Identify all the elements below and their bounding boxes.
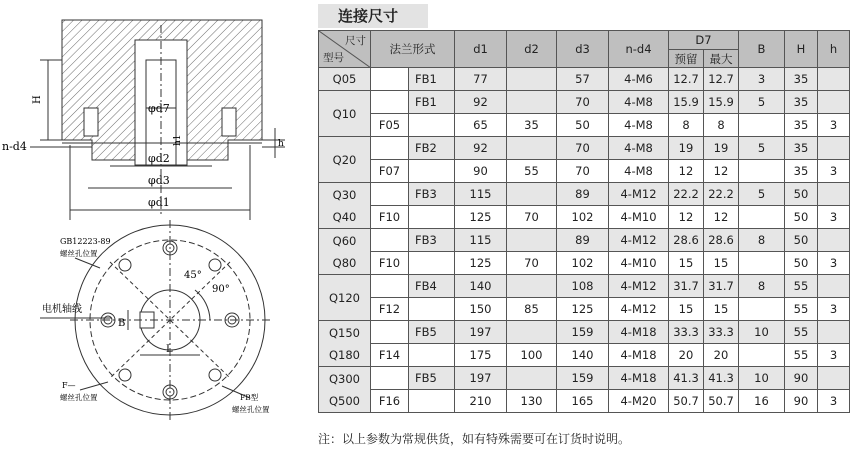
cell-h: 55	[785, 344, 818, 367]
flange-f-cell	[371, 137, 409, 160]
cell-b: 8	[739, 229, 785, 252]
cell-d2: 85	[507, 298, 557, 321]
model-name: Q30	[332, 187, 357, 202]
cell-b: 3	[739, 68, 785, 91]
cell-h: 3	[818, 390, 850, 413]
model-cell	[319, 137, 371, 183]
model-name: Q40	[332, 209, 357, 224]
cell-d2	[507, 183, 557, 206]
label-h1: h1	[173, 134, 183, 146]
cell-d7b: 50.7	[704, 390, 739, 413]
cell-h: 50	[785, 183, 818, 206]
cell-d1: 125	[455, 206, 507, 229]
cell-d7a: 33.3	[669, 321, 704, 344]
cell-d7a: 22.2	[669, 183, 704, 206]
cell-h	[818, 229, 850, 252]
cell-d1: 90	[455, 160, 507, 183]
cell-h: 3	[818, 298, 850, 321]
label-f-hole: 螺丝孔位置	[60, 393, 98, 402]
header-nd4: n-d4	[609, 31, 669, 68]
flange-fb-cell: FB5	[409, 321, 455, 344]
flange-fb-cell	[409, 298, 455, 321]
table-row	[319, 367, 850, 390]
label-fb: FB型	[240, 393, 259, 402]
spec-table-body	[319, 68, 850, 413]
flange-f-cell	[371, 275, 409, 298]
flange-f-cell: F05	[371, 114, 409, 137]
cell-h	[818, 183, 850, 206]
cell-b: 5	[739, 91, 785, 114]
label-d1: φd1	[148, 196, 170, 209]
flange-f-cell: F14	[371, 344, 409, 367]
cell-d7a: 12	[669, 206, 704, 229]
cell-h: 3	[818, 206, 850, 229]
header-d7-max: 最大	[704, 50, 739, 68]
cell-d3: 159	[557, 321, 609, 344]
model-cell	[319, 183, 371, 229]
table-row	[319, 68, 850, 91]
model-name: Q80	[332, 255, 357, 270]
cell-d1: 65	[455, 114, 507, 137]
flange-f-cell	[371, 91, 409, 114]
cell-d7a: 15.9	[669, 91, 704, 114]
cell-h	[818, 321, 850, 344]
label-fb-hole: 螺丝孔位置	[232, 405, 270, 414]
cell-b	[739, 344, 785, 367]
model-cell	[319, 275, 371, 321]
label-45: 45°	[184, 270, 202, 281]
table-row	[319, 206, 850, 229]
flange-fb-cell: FB5	[409, 367, 455, 390]
cell-d3: 125	[557, 298, 609, 321]
flange-f-cell: F07	[371, 160, 409, 183]
model-name: Q05	[332, 72, 357, 86]
cell-b	[739, 298, 785, 321]
cell-d2	[507, 91, 557, 114]
cell-h: 55	[785, 298, 818, 321]
flange-fb-cell: FB4	[409, 275, 455, 298]
cell-h: 3	[818, 252, 850, 275]
model-name: Q120	[328, 290, 360, 305]
flange-fb-cell	[409, 160, 455, 183]
cell-d1: 115	[455, 183, 507, 206]
cell-d3: 102	[557, 206, 609, 229]
flange-drawing	[0, 0, 300, 454]
cell-b	[739, 252, 785, 275]
model-name: Q180	[328, 347, 360, 362]
footnote: 注：以上参数为常规供货，如有特殊需要可在订货时说明。	[318, 432, 631, 446]
table-row	[319, 114, 850, 137]
flange-fb-cell: FB2	[409, 137, 455, 160]
cell-b	[739, 114, 785, 137]
cell-h: 50	[785, 229, 818, 252]
cell-d7a: 15	[669, 252, 704, 275]
cell-h: 55	[785, 321, 818, 344]
cell-d2	[507, 275, 557, 298]
flange-fb-cell: FB3	[409, 229, 455, 252]
cell-d1: 92	[455, 91, 507, 114]
cell-d1: 150	[455, 298, 507, 321]
model-name: Q150	[328, 325, 360, 340]
table-row	[319, 91, 850, 114]
model-cell	[319, 367, 371, 413]
cell-nd4: 4-M18	[609, 321, 669, 344]
label-d2: φd2	[148, 152, 170, 165]
cell-d7a: 8	[669, 114, 704, 137]
table-row	[319, 229, 850, 252]
cell-d3: 165	[557, 390, 609, 413]
model-name: Q10	[332, 106, 357, 121]
cell-d2: 100	[507, 344, 557, 367]
table-row	[319, 321, 850, 344]
cell-d3: 70	[557, 160, 609, 183]
cell-d1: 77	[455, 68, 507, 91]
cell-d1: 115	[455, 229, 507, 252]
cell-nd4: 4-M18	[609, 367, 669, 390]
section-view	[30, 20, 285, 220]
cell-d3: 102	[557, 252, 609, 275]
cell-d7b: 8	[704, 114, 739, 137]
cell-h: 50	[785, 206, 818, 229]
model-cell	[319, 321, 371, 367]
cell-nd4: 4-M12	[609, 275, 669, 298]
cell-d1: 197	[455, 321, 507, 344]
table-row	[319, 275, 850, 298]
model-cell	[319, 91, 371, 137]
flange-f-cell	[371, 321, 409, 344]
flange-fb-cell	[409, 252, 455, 275]
cell-b: 10	[739, 321, 785, 344]
model-cell	[319, 229, 371, 275]
header-size: 尺寸	[345, 35, 366, 47]
cell-h	[818, 367, 850, 390]
cell-nd4: 4-M10	[609, 252, 669, 275]
table-row	[319, 344, 850, 367]
flange-f-cell	[371, 229, 409, 252]
cell-d2: 130	[507, 390, 557, 413]
cell-d7b: 41.3	[704, 367, 739, 390]
cell-d1: 175	[455, 344, 507, 367]
label-motor-axis: 电机轴线	[42, 304, 82, 315]
flange-fb-cell	[409, 390, 455, 413]
cell-d7b: 15.9	[704, 91, 739, 114]
cell-h: 35	[785, 160, 818, 183]
header-diagonal	[319, 31, 371, 68]
cell-nd4: 4-M8	[609, 137, 669, 160]
header-h-upper: H	[785, 31, 818, 68]
cell-nd4: 4-M20	[609, 390, 669, 413]
cell-d1: 210	[455, 390, 507, 413]
cell-d3: 57	[557, 68, 609, 91]
table-row	[319, 183, 850, 206]
cell-d2: 70	[507, 252, 557, 275]
label-gb: GB12223-89	[60, 237, 111, 246]
label-d7: φd7	[148, 102, 170, 115]
table-row	[319, 137, 850, 160]
cell-h	[818, 68, 850, 91]
flange-fb-cell: FB1	[409, 91, 455, 114]
cell-d7a: 12	[669, 160, 704, 183]
cell-d7a: 12.7	[669, 68, 704, 91]
cell-d3: 89	[557, 229, 609, 252]
cell-nd4: 4-M18	[609, 344, 669, 367]
cell-d7b: 28.6	[704, 229, 739, 252]
flange-fb-cell	[409, 344, 455, 367]
model-name: Q300	[328, 371, 360, 386]
cell-d7b: 12.7	[704, 68, 739, 91]
cell-nd4: 4-M12	[609, 229, 669, 252]
cell-d7b: 22.2	[704, 183, 739, 206]
label-b: B	[118, 318, 126, 329]
table-row	[319, 298, 850, 321]
label-90: 90°	[212, 284, 230, 295]
cell-h: 90	[785, 367, 818, 390]
cell-d3: 70	[557, 137, 609, 160]
cell-b: 8	[739, 275, 785, 298]
cell-d2	[507, 137, 557, 160]
cell-h: 3	[818, 344, 850, 367]
cell-d1: 125	[455, 252, 507, 275]
cell-b: 10	[739, 367, 785, 390]
flange-fb-cell	[409, 206, 455, 229]
model-cell	[319, 68, 371, 91]
cell-d7a: 31.7	[669, 275, 704, 298]
cell-d3: 89	[557, 183, 609, 206]
cell-d7b: 33.3	[704, 321, 739, 344]
flange-f-cell: F10	[371, 252, 409, 275]
cell-nd4: 4-M8	[609, 91, 669, 114]
table-row	[319, 252, 850, 275]
cell-d7a: 28.6	[669, 229, 704, 252]
cell-h: 50	[785, 252, 818, 275]
cell-d3: 140	[557, 344, 609, 367]
cell-h: 35	[785, 68, 818, 91]
cell-d1: 197	[455, 367, 507, 390]
header-d7: D7	[669, 31, 739, 50]
header-d2: d2	[507, 31, 557, 68]
cell-d7b: 31.7	[704, 275, 739, 298]
flange-f-cell: F16	[371, 390, 409, 413]
cell-d2: 70	[507, 206, 557, 229]
label-h: h	[278, 139, 284, 149]
cell-d3: 70	[557, 91, 609, 114]
flange-f-cell: F10	[371, 206, 409, 229]
cell-nd4: 4-M12	[609, 298, 669, 321]
cell-nd4: 4-M10	[609, 206, 669, 229]
cell-b: 16	[739, 390, 785, 413]
header-d1: d1	[455, 31, 507, 68]
cell-h	[818, 137, 850, 160]
cell-d7b: 20	[704, 344, 739, 367]
cell-d3: 50	[557, 114, 609, 137]
cell-h: 35	[785, 114, 818, 137]
cell-d2	[507, 229, 557, 252]
header-model: 型号	[323, 52, 344, 64]
flange-f-cell	[371, 68, 409, 91]
cell-h: 3	[818, 160, 850, 183]
cell-d2	[507, 321, 557, 344]
cell-d1: 140	[455, 275, 507, 298]
cell-b	[739, 206, 785, 229]
cell-d2	[507, 367, 557, 390]
cell-nd4: 4-M6	[609, 68, 669, 91]
label-f: F—	[62, 381, 76, 390]
cell-h	[818, 275, 850, 298]
cell-nd4: 4-M8	[609, 114, 669, 137]
cell-d2: 35	[507, 114, 557, 137]
header-d7-reserved: 预留	[669, 50, 704, 68]
cell-d2	[507, 68, 557, 91]
cell-d7a: 50.7	[669, 390, 704, 413]
flange-f-cell: F12	[371, 298, 409, 321]
label-H: H	[32, 95, 43, 104]
table-row	[319, 160, 850, 183]
flange-f-cell	[371, 183, 409, 206]
model-name: Q500	[328, 393, 360, 408]
flange-fb-cell: FB3	[409, 183, 455, 206]
label-nd4: n-d4	[2, 140, 27, 153]
header-flange: 法兰形式	[371, 31, 455, 68]
cell-d3: 159	[557, 367, 609, 390]
cell-d7a: 41.3	[669, 367, 704, 390]
cell-h: 55	[785, 275, 818, 298]
cell-b	[739, 160, 785, 183]
cell-d7b: 12	[704, 160, 739, 183]
label-l: L	[166, 344, 173, 355]
cell-d7b: 15	[704, 252, 739, 275]
header-b: B	[739, 31, 785, 68]
cell-d7b: 12	[704, 206, 739, 229]
cell-h: 35	[785, 137, 818, 160]
flange-f-cell	[371, 367, 409, 390]
cell-b: 5	[739, 183, 785, 206]
header-h-lower: h	[818, 31, 850, 68]
cell-d7b: 19	[704, 137, 739, 160]
cell-h: 3	[818, 114, 850, 137]
model-name: Q60	[332, 233, 357, 248]
cell-d7a: 15	[669, 298, 704, 321]
flange-fb-cell: FB1	[409, 68, 455, 91]
cell-d3: 108	[557, 275, 609, 298]
cell-b: 5	[739, 137, 785, 160]
cell-nd4: 4-M12	[609, 183, 669, 206]
label-d3: φd3	[148, 174, 170, 187]
section-title: 连接尺寸	[318, 4, 428, 28]
cell-nd4: 4-M8	[609, 160, 669, 183]
cell-h	[818, 91, 850, 114]
table-row	[319, 390, 850, 413]
label-gb-hole: 螺丝孔位置	[60, 249, 98, 258]
cell-d7a: 20	[669, 344, 704, 367]
model-name: Q20	[332, 152, 357, 167]
cell-d2: 55	[507, 160, 557, 183]
cell-d7a: 19	[669, 137, 704, 160]
spec-table	[318, 30, 850, 413]
flange-fb-cell	[409, 114, 455, 137]
cell-h: 35	[785, 91, 818, 114]
cell-d1: 92	[455, 137, 507, 160]
cell-d7b: 15	[704, 298, 739, 321]
header-d3: d3	[557, 31, 609, 68]
cell-h: 90	[785, 390, 818, 413]
